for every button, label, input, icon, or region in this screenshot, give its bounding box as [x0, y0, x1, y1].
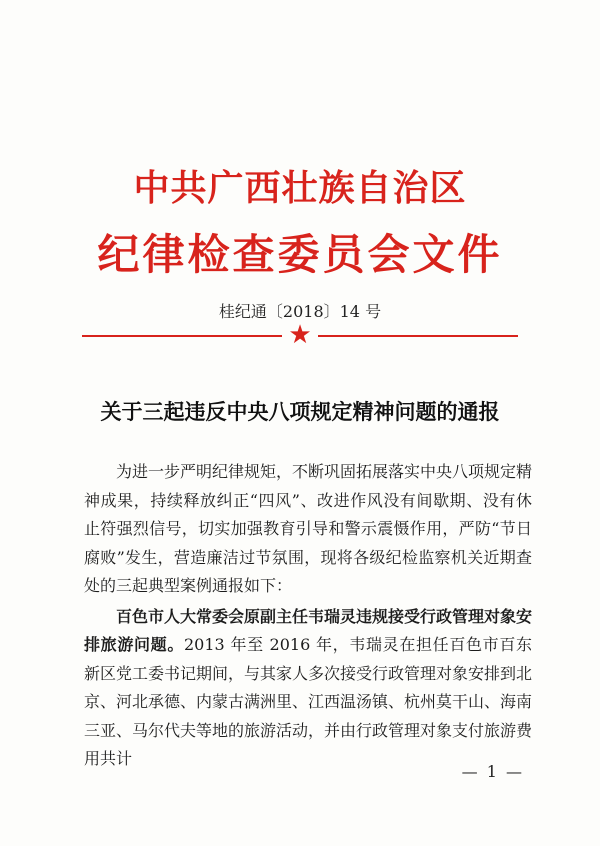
divider-line-left: [82, 335, 282, 337]
document-body: [84, 458, 532, 774]
intro-paragraph: 为进一步严明纪律规矩，不断巩固拓展落实中央八项规定精神成果，持续释放纠正“四风”、改进作风没有间歇期、没有休止符强烈信号，切实加强教育引导和警示震慑作用，严防“节日腐败”发生，营造廉洁过节氛围，现将各级纪检监察机关近期查处的三起典型案例通报如下：: [84, 462, 533, 595]
red-star-icon: ★: [288, 320, 312, 350]
document-title: 关于三起违反中央八项规定精神问题的通报: [100, 400, 500, 424]
red-divider: [82, 322, 518, 352]
case-1-text: 2013 年至 2016 年，韦瑞灵在担任百色市百东新区党工委书记期间，与其家人多次接受行政管理对象安排到北京、河北承德、内蒙古满洲里、江西温汤镇、杭州莫干山、海南三亚、马尔代夫等地的旅游活动，并由行政管理对象支付旅游费用共计: [84, 635, 533, 768]
case-1-paragraph: [84, 603, 532, 774]
page-number: — 1 —: [461, 762, 524, 781]
issuing-organization-line-2: 纪律检查委员会文件: [97, 230, 503, 279]
issuing-organization-line-1: 中共广西壮族自治区: [133, 168, 467, 209]
document-number: 桂纪通〔2018〕14 号: [218, 302, 382, 321]
case-1-heading: 百色市人大常委会原副主任韦瑞灵违规接受行政管理对象安排旅游问题。: [84, 606, 533, 654]
divider-line-right: [318, 335, 518, 337]
